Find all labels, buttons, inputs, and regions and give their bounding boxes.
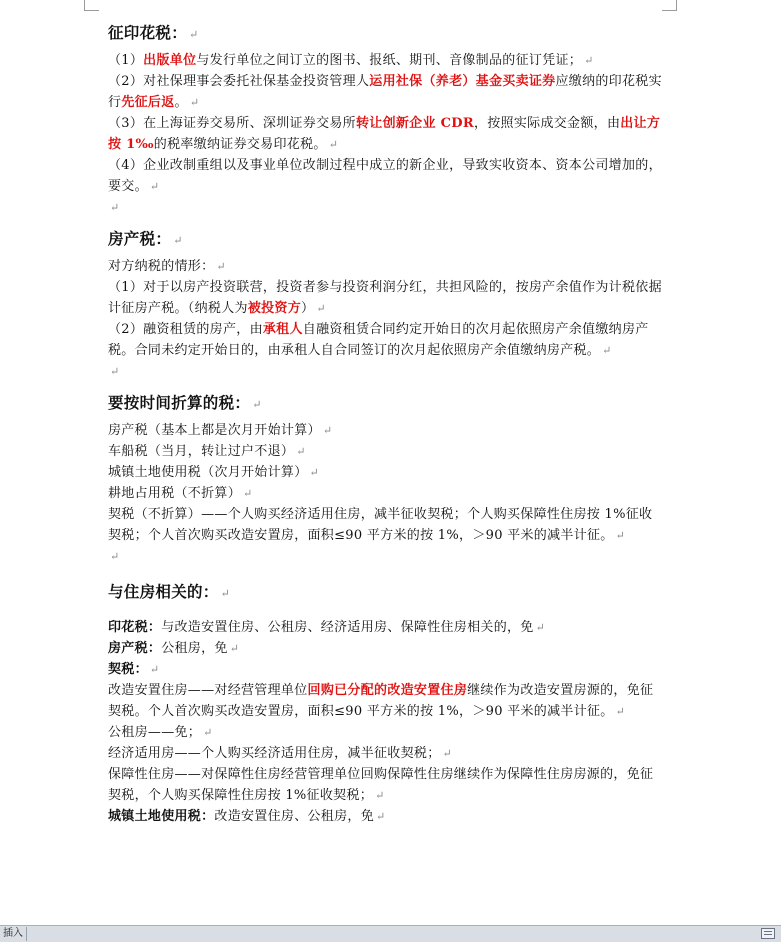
section-heading-text: 房产税： (108, 229, 172, 248)
paragraph-mark-icon: ↵ (220, 587, 231, 600)
bold-label: 契税： (108, 662, 148, 677)
section-heading-text: 征印花税： (108, 23, 188, 42)
paragraph (108, 277, 664, 319)
bold-label: 印花税： (108, 620, 162, 635)
paragraph (108, 256, 664, 277)
section-heading (108, 581, 664, 605)
text-run: 与发行单位之间订立的图书、报纸、期刊、音像制品的征订凭证； (196, 53, 583, 68)
text-run: 车船税（当月，转让过户不退） (108, 444, 295, 459)
paragraph (108, 197, 664, 218)
text-run: ，按照实际成交金额，由 (473, 116, 621, 131)
paragraph (108, 659, 664, 680)
text-run: （3）在上海证券交易所、深圳证券交易所 (108, 116, 356, 131)
text-run: 应缴纳的印花税实行 (108, 74, 662, 110)
crop-mark-top-left (84, 0, 99, 11)
text-run: 房产税（基本上都是次月开始计算） (108, 423, 321, 438)
text-run: 。 (174, 95, 188, 110)
text-run: ） (301, 301, 315, 316)
text-run: 与改造安置住房、公租房、经济适用房、保障性住房相关的，免 (161, 620, 534, 635)
text-run: 公租房——免； (108, 725, 202, 740)
highlight-text: 出版单位 (143, 53, 197, 68)
text-run: 自融资租赁合同约定开始日的次月起依照房产余值缴纳房产税。合同未约定开始日的，由承租人自合同签订的次月起依照房产余值缴纳房产税。 (108, 322, 649, 358)
highlight-text: 被投资方 (247, 301, 302, 316)
paragraph (108, 546, 664, 567)
paragraph (108, 743, 664, 764)
paragraph-mark-icon: ↵ (322, 424, 333, 437)
paragraph (108, 617, 664, 638)
highlight-text: 先征后返 (121, 95, 175, 110)
paragraph-mark-icon: ↵ (189, 96, 200, 109)
crop-mark-top-right (662, 0, 677, 11)
paragraph-mark-icon: ↵ (376, 810, 386, 823)
highlight-text: 回购已分配的改造安置住房 (307, 683, 468, 698)
paragraph-mark-icon: ↵ (252, 398, 262, 411)
text-run: （4）企业改制重组以及事业单位改制过程中成立的新企业，导致实收资本、资本公司增加的，要交。 (108, 158, 662, 194)
paragraph (108, 113, 664, 155)
text-run: 保障性住房——对保障性住房经营管理单位回购保障性住房继续作为保障性住房房源的，免征契税，个人购买保障性住房按 1%征收契税； (108, 767, 654, 803)
text-run: 经济适用房——个人购买经济适用住房，减半征收契税； (108, 746, 441, 761)
text-run: 城镇土地使用税（次月开始计算） (108, 465, 308, 480)
paragraph (108, 361, 664, 382)
print-layout-view-icon[interactable] (761, 928, 775, 939)
paragraph (108, 420, 664, 441)
paragraph-mark-icon: ↵ (615, 705, 626, 718)
text-run: （2）融资租赁的房产，由 (108, 322, 263, 337)
paragraph (108, 50, 664, 71)
highlight-text: 承租人 (262, 322, 303, 337)
highlight-text: 出让方按 1‰ (108, 116, 661, 152)
paragraph-mark-icon: ↵ (243, 487, 253, 500)
paragraph (108, 155, 664, 197)
paragraph-mark-icon: ↵ (375, 789, 385, 802)
section-heading (108, 22, 664, 46)
paragraph-mark-icon: ↵ (110, 201, 120, 214)
paragraph-mark-icon: ↵ (173, 234, 183, 247)
paragraph-mark-icon: ↵ (615, 529, 626, 542)
paragraph-mark-icon: ↵ (229, 642, 240, 655)
paragraph-mark-icon: ↵ (442, 747, 453, 760)
paragraph-mark-icon: ↵ (535, 621, 546, 634)
text-run: 改造安置住房、公租房，免 (214, 809, 375, 824)
highlight-text: 运用社保（养老）基金买卖证券 (369, 74, 556, 89)
text-run: 对方纳税的情形： (108, 259, 215, 274)
paragraph (108, 722, 664, 743)
text-run: 的税率缴纳证券交易印花税。 (153, 137, 327, 152)
status-bar (0, 925, 781, 942)
text-run: 契税（不折算）——个人购买经济适用住房，减半征收契税；个人购买保障性住房按 1%征收契税；个人首次购买改造安置房，面积≤90 平方米的按 1%，＞90 平米的减半计征。 (108, 507, 653, 543)
paragraph-mark-icon: ↵ (110, 365, 120, 378)
paragraph (108, 462, 664, 483)
text-run: 耕地占用税（不折算） (108, 486, 242, 501)
paragraph-mark-icon: ↵ (296, 445, 306, 458)
paragraph-mark-icon: ↵ (110, 550, 120, 563)
paragraph (108, 638, 664, 659)
paragraph-mark-icon: ↵ (189, 28, 199, 41)
paragraph-mark-icon: ↵ (203, 726, 213, 739)
paragraph-mark-icon: ↵ (584, 54, 594, 67)
paragraph-mark-icon: ↵ (328, 138, 339, 151)
paragraph-mark-icon: ↵ (309, 466, 320, 479)
paragraph (108, 71, 664, 113)
text-run: （1）对于以房产投资联营，投资者参与投资利润分红，共担风险的，按房产余值作为计税依据计征房产税。（纳税人为 (108, 280, 662, 316)
section-heading-text: 与住房相关的： (108, 582, 219, 601)
bold-label: 房产税： (108, 641, 162, 656)
paragraph (108, 504, 664, 546)
section-heading-text: 要按时间折算的税： (108, 393, 251, 412)
paragraph-mark-icon: ↵ (602, 344, 612, 357)
bold-label: 城镇土地使用税： (108, 809, 215, 824)
document-body[interactable] (108, 22, 664, 827)
paragraph (108, 483, 664, 504)
section-heading (108, 228, 664, 252)
text-run: 改造安置住房——对经营管理单位 (108, 683, 308, 698)
paragraph-mark-icon: ↵ (149, 180, 160, 193)
paragraph (108, 441, 664, 462)
paragraph-mark-icon: ↵ (316, 302, 326, 315)
spacer (108, 609, 664, 617)
highlight-text: 转让创新企业 CDR (355, 116, 474, 131)
paragraph-mark-icon: ↵ (216, 260, 226, 273)
paragraph (108, 764, 664, 806)
insert-mode-indicator[interactable]: 插入 (0, 927, 27, 941)
text-run: （1） (108, 53, 144, 68)
paragraph (108, 680, 664, 722)
text-run: 公租房，免 (161, 641, 228, 656)
paragraph (108, 806, 664, 827)
text-run: 继续作为改造安置房源的，免征契税。个人首次购买改造安置房，面积≤90 平方米的按 1%，＞90 平米的减半计征。 (108, 683, 654, 719)
text-run: （2）对社保理事会委托社保基金投资管理人 (108, 74, 370, 89)
section-heading (108, 392, 664, 416)
paragraph (108, 319, 664, 361)
paragraph-mark-icon: ↵ (149, 663, 160, 676)
